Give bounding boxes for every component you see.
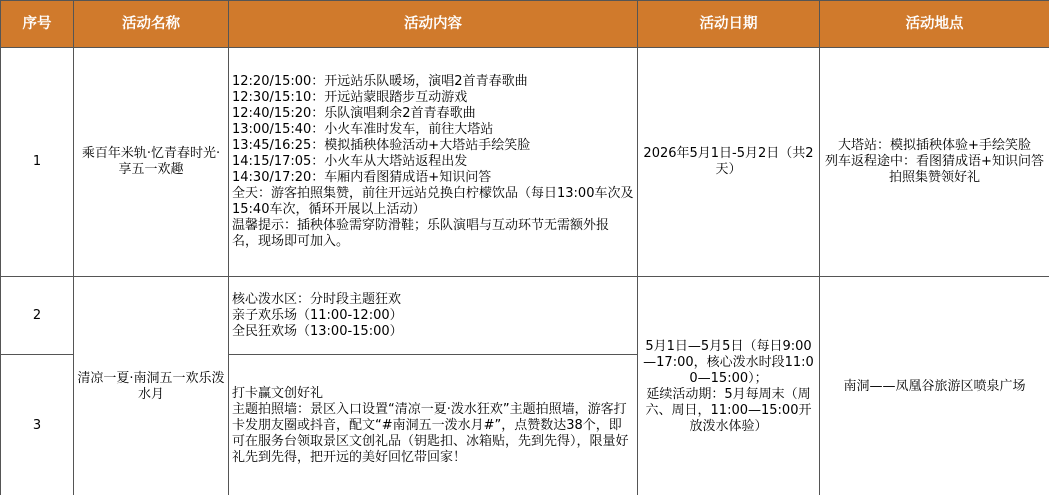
activity-name: 清凉一夏·南洞五一欢乐泼水月	[74, 277, 229, 495]
activity-place: 南洞——凤凰谷旅游区喷泉广场	[820, 277, 1049, 495]
row-num: 3	[1, 355, 74, 495]
activity-content: 12:20/15:00：开远站乐队暖场，演唱2首青春歌曲 12:30/15:10：开远站蒙眼踏步互动游戏 12:40/15:20：乐队演唱剩余2首青春歌曲 13:00/15:40：小火车准时发车，前往大塔站 13:45/16:25：模拟插秧体验活动+大塔站手绘笑脸 14:15/17:05：小火车从大塔站返程出发 14:30/17:20：车厢内看图猜成语+知识问答 全天：游客拍照集赞，前往开远站兑换白柠檬饮品（每日13:00车次及15:40车次，循环开展以上活动） 温馨提示：插秧体验需穿防滑鞋；乐队演唱与互动环节无需额外报名，现场即可加入。	[229, 48, 638, 277]
row-num: 2	[1, 277, 74, 355]
table-row	[1, 277, 1049, 355]
activity-name: 乘百年米轨·忆青春时光·享五一欢趣	[74, 48, 229, 277]
row-num: 1	[1, 48, 74, 277]
header-place: 活动地点	[820, 1, 1049, 48]
table-row	[1, 48, 1049, 277]
activity-date: 5月1日—5月5日（每日9:00—17:00，核心泼水时段11:00—15:00）； 延续活动期：5月每周末（周六、周日，11:00—15:00开放泼水体验）	[638, 277, 820, 495]
activity-content: 核心泼水区：分时段主题狂欢 亲子欢乐场（11:00-12:00） 全民狂欢场（13:00-15:00）	[229, 277, 638, 355]
header-content: 活动内容	[229, 1, 638, 48]
header-name: 活动名称	[74, 1, 229, 48]
header-date: 活动日期	[638, 1, 820, 48]
activity-content: 打卡赢文创好礼 主题拍照墙：景区入口设置“清凉一夏·泼水狂欢”主题拍照墙，游客打卡发朋友圈或抖音，配文“#南洞五一泼水月#”，点赞数达38个，即可在服务台领取景区文创礼品（钥匙扣、冰箱贴，先到先得），限量好礼先到先得，把开远的美好回忆带回家！	[229, 355, 638, 495]
activity-date: 2026年5月1日-5月2日（共2天）	[638, 48, 820, 277]
activity-place: 大塔站：模拟插秧体验+手绘笑脸 列车返程途中：看图猜成语+知识问答 拍照集赞领好礼	[820, 48, 1049, 277]
header-num: 序号	[1, 1, 74, 48]
header-row	[1, 1, 1049, 48]
